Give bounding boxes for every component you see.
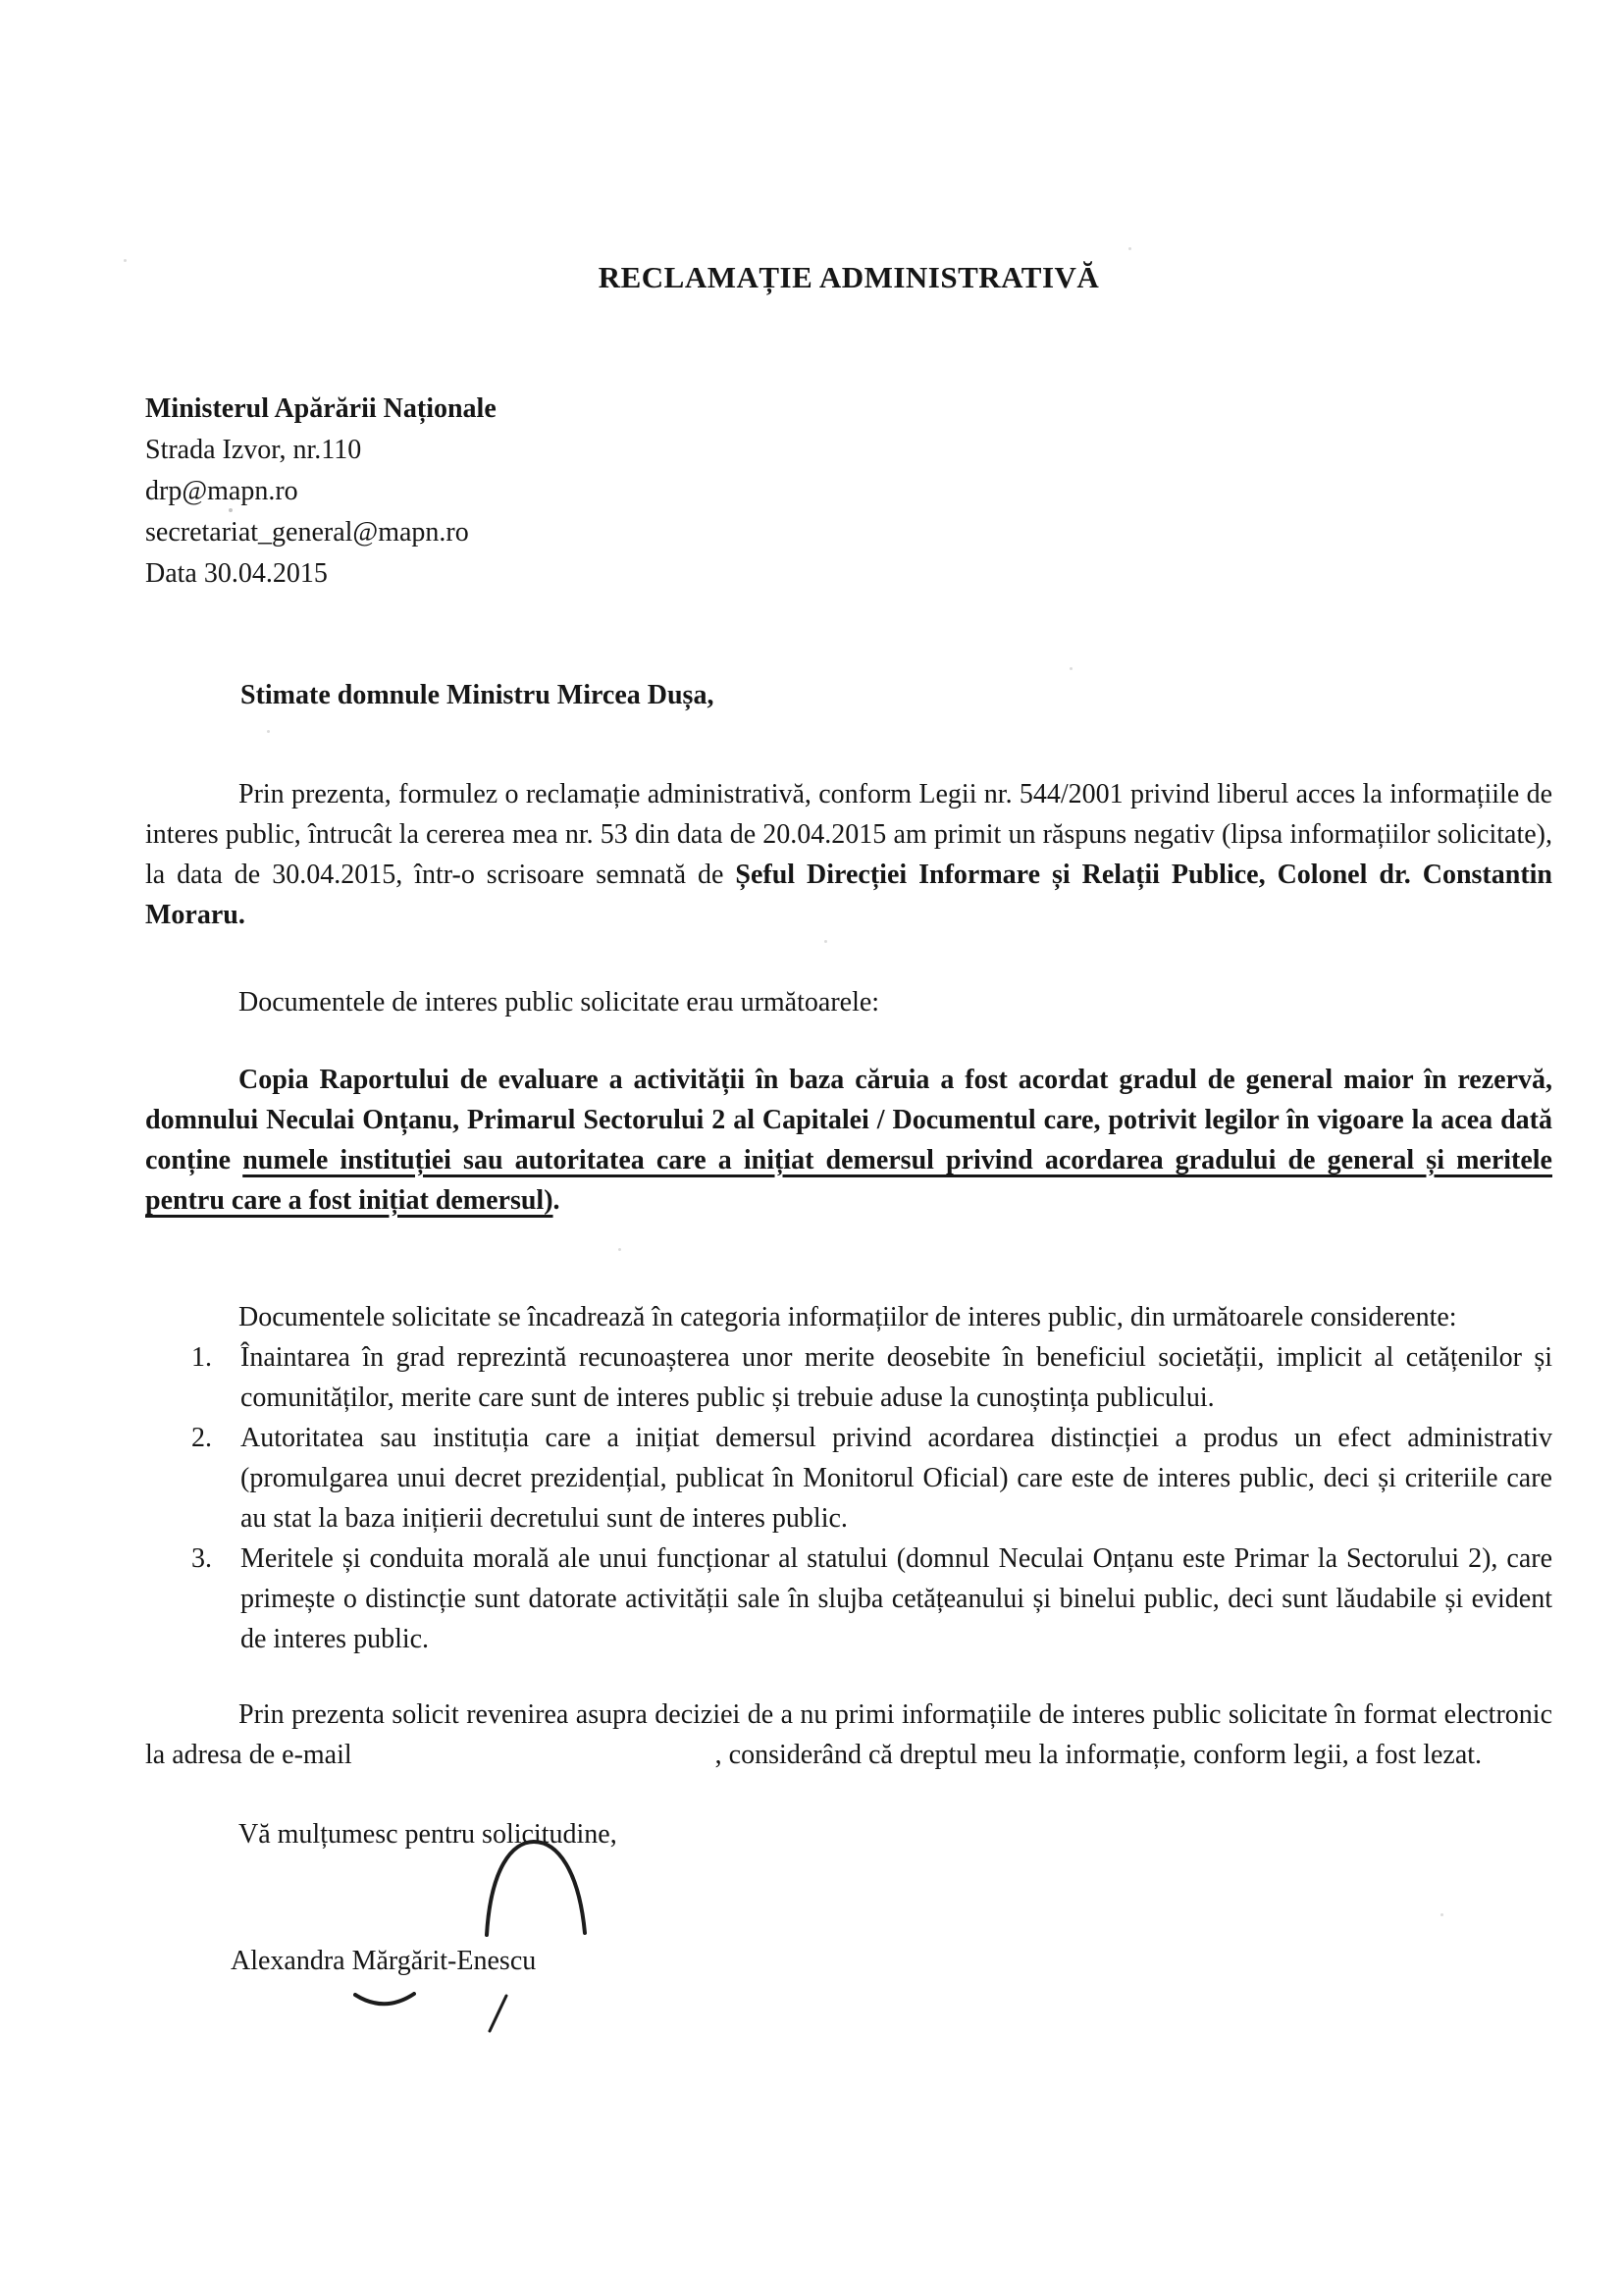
- request-text-end: .: [552, 1185, 560, 1216]
- list-item-text: Meritele și conduita morală ale unui funcționar al statului (domnul Neculai Onțanu este Primar la Sectorului 2), care primește o distincție sunt datorate activității sale în slujba cetățeanului și binelui public, deci sunt lăudabile și evident de interes public.: [240, 1543, 1552, 1654]
- list-item-number: 1.: [191, 1342, 212, 1373]
- scan-speck: [824, 940, 827, 943]
- scan-speck: [267, 730, 270, 733]
- list-item: [191, 1418, 1552, 1539]
- scan-speck: [1070, 667, 1073, 670]
- list-item-number: 2.: [191, 1423, 212, 1453]
- considerations-list: [145, 1337, 1552, 1659]
- list-item-text: Autoritatea sau instituția care a inițiat demersul privind acordarea distincției a produs un efect administrativ (promulgarea unui decret prezidențial, publicat în Monitorul Oficial) care este de interes public, deci și criteriile care au stat la baza inițierii decretului sunt de interes public.: [240, 1423, 1552, 1534]
- recipient-name: Ministerul Apărării Naționale: [145, 393, 497, 424]
- scan-speck: [1128, 247, 1131, 250]
- scan-speck: [618, 1248, 621, 1251]
- recipient-block: [145, 389, 1552, 595]
- list-item: [191, 1539, 1552, 1659]
- document-title: RECLAMAȚIE ADMINISTRATIVĂ: [598, 260, 1100, 294]
- redacted-email-gap: [352, 1762, 715, 1763]
- signatory-bold-text: Șeful Direcției Informare și Relații Publice, Colonel dr. Constantin Moraru.: [145, 860, 1552, 930]
- scan-speck: [124, 259, 127, 262]
- salutation: Stimate domnule Ministru Mircea Dușa,: [240, 680, 714, 710]
- requested-documents-paragraph: [145, 1060, 1552, 1221]
- recipient-address: Strada Izvor, nr.110: [145, 435, 362, 465]
- closing-paragraph: [145, 1695, 1552, 1775]
- underlined-request-text: numele instituției sau autoritatea care a inițiat demersul privind acordarea gradului de general și meritele pentru care a fost inițiat demersul): [145, 1145, 1552, 1216]
- solicited-docs-intro: Documentele de interes public solicitate erau următoarele:: [238, 987, 880, 1018]
- intro-paragraph-text: Prin prezenta, formulez o reclamație administrativă, conform Legii nr. 544/2001 privind liberul acces la informațiile de interes public, întrucât la cererea mea nr. 53 din data de 20.04.2015 am primit un răspuns negativ (lipsa informațiilor solicitate), la data de 30.04.2015, într-o scrisoare semnată de: [145, 779, 1552, 890]
- request-text: Copia Raportului de evaluare a activității în baza căruia a fost acordat gradul de general maior în rezervă, domnului Neculai Onțanu, Primarul Sectorului 2 al Capitalei / Documentul care, potrivit legilor în vigoare la acea dată conține: [145, 1065, 1552, 1175]
- scan-speck: [229, 508, 233, 512]
- list-item-text: Înaintarea în grad reprezintă recunoașterea unor merite deosebite în beneficiul societății, implicit al cetățenilor și comunităților, merite care sunt de interes public și trebuie aduse la cunoștința publicului.: [240, 1342, 1552, 1413]
- slash-pen-mark: [488, 1994, 509, 2033]
- list-item: [191, 1337, 1552, 1418]
- closing-text-end: , considerând că dreptul meu la informație, conform legii, a fost lezat.: [714, 1740, 1483, 1770]
- public-interest-intro: Documentele solicitate se încadrează în categoria informațiilor de interes public, din următoarele considerente:: [238, 1302, 1457, 1332]
- intro-paragraph: [145, 774, 1552, 935]
- date-line: Data 30.04.2015: [145, 558, 328, 589]
- breve-pen-mark: [353, 1992, 416, 2011]
- recipient-email-1: drp@mapn.ro: [145, 476, 298, 506]
- closing-text-start: Prin prezenta solicit revenirea asupra deciziei de a nu primi informațiile de interes public solicitate în format electronic la adresa de e-mail: [145, 1699, 1552, 1770]
- thanks-line: Vă mulțumesc pentru solicitudine,: [238, 1819, 617, 1850]
- scan-speck: [1440, 1913, 1443, 1916]
- list-item-number: 3.: [191, 1543, 212, 1574]
- signature-name: Alexandra Mărgărit-Enescu: [231, 1946, 537, 1976]
- recipient-email-2: secretariat_general@mapn.ro: [145, 517, 469, 548]
